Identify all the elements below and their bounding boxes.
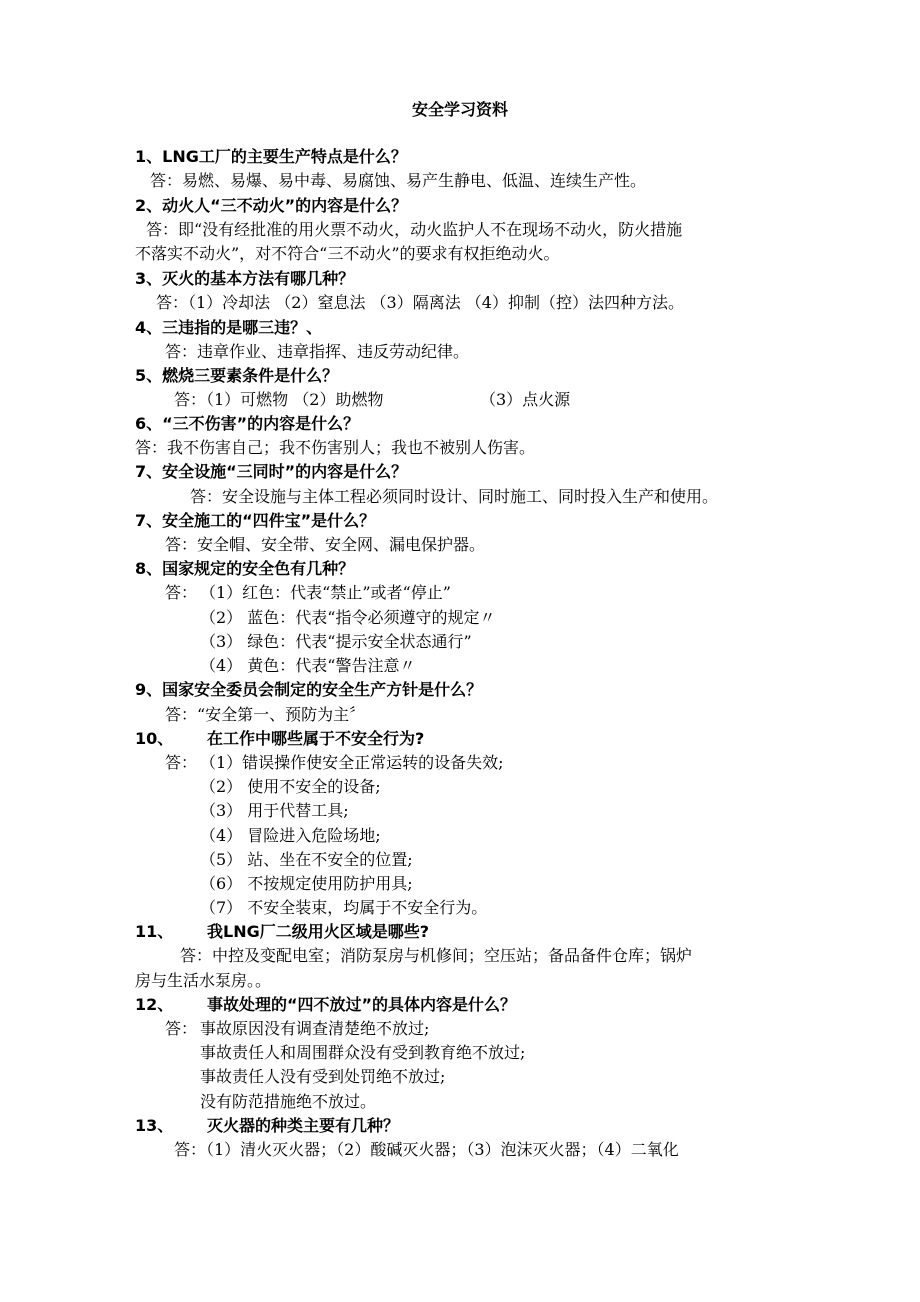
question-number: 10、 (135, 729, 174, 748)
question-1: 1、LNG工厂的主要生产特点是什么？ (135, 147, 407, 166)
question-12 (135, 995, 516, 1015)
answer-11-line-2: 房与生活水泵房。。 (135, 971, 272, 990)
question-13 (135, 1116, 399, 1136)
question-11 (135, 922, 429, 942)
answer-10-item: （1）错误操作使安全正常运转的设备失效; (200, 753, 504, 772)
question-text: 灭火器的种类主要有几种？ (207, 1116, 400, 1135)
answer-2-line-2: 不落实不动火”，对不符合“三不动火”的要求有权拒绝动火。 (135, 244, 560, 263)
answer-8-item: （1）红色：代表“禁止”或者“停止” (200, 583, 451, 602)
question-8: 8、国家规定的安全色有几种？ (135, 559, 355, 578)
question-number: 12、 (135, 995, 174, 1014)
answer-8-item: （4） 黄色：代表“警告注意〃 (200, 656, 416, 675)
question-2: 2、动火人“三不动火”的内容是什么？ (135, 196, 408, 215)
answer-5-part-2: （3）点火源 (480, 390, 571, 409)
answer-7a: 答：安全设施与主体工程必须同时设计、同时施工、同时投入生产和使用。 (190, 487, 719, 506)
answer-10-item: （2） 使用不安全的设备; (200, 777, 381, 796)
answer-5: 答：（1）可燃物 （2）助燃物 (174, 390, 384, 409)
answer-3: 答：（1）冷却法 （2）窒息法 （3）隔离法 （4）抑制（控）法四种方法。 (156, 293, 684, 312)
question-7b: 7、安全施工的“四件宝”是什么？ (135, 511, 376, 530)
question-6: 6、“三不伤害”的内容是什么？ (135, 414, 360, 433)
answer-11-line-1: 答：中控及变配电室；消防泵房与机修间；空压站；备品备件仓库；锅炉 (180, 946, 693, 965)
answer-7b: 答：安全帽、安全带、安全网、漏电保护器。 (165, 535, 486, 554)
answer-1: 答：易燃、易爆、易中毒、易腐蚀、易产生静电、低温、连续生产性。 (150, 171, 647, 190)
answer-12-prefix: 答： (165, 1019, 198, 1038)
question-number: 13、 (135, 1116, 174, 1135)
answer-10-item: （3） 用于代替工具; (200, 801, 349, 820)
answer-10-item: （6） 不按规定使用防护用具; (200, 874, 413, 893)
question-10 (135, 729, 424, 749)
answer-10-item: （5） 站、坐在不安全的位置; (200, 850, 413, 869)
question-text: 我LNG厂二级用火区域是哪些? (207, 922, 430, 941)
question-text: 事故处理的“四不放过”的具体内容是什么？ (207, 995, 517, 1014)
answer-13: 答：（1）清火灭火器；（2）酸碱灭火器；（3）泡沫灭火器；（4）二氧化 (174, 1140, 679, 1159)
answer-8-item: （2） 蓝色：代表“指令必须遵守的规定〃 (200, 608, 496, 627)
answer-8-prefix: 答： (165, 583, 198, 602)
question-text: 在工作中哪些属于不安全行为? (207, 729, 425, 748)
answer-10-prefix: 答： (165, 753, 198, 772)
question-7a: 7、安全设施“三同时”的内容是什么？ (135, 462, 408, 481)
answer-12-item: 事故责任人和周围群众没有受到教育绝不放过; (200, 1043, 526, 1062)
question-3: 3、灭火的基本方法有哪几种？ (135, 269, 355, 288)
page-title: 安全学习资料 (411, 100, 508, 119)
answer-4: 答：违章作业、违章指挥、违反劳动纪律。 (165, 342, 470, 361)
question-9: 9、国家安全委员会制定的安全生产方针是什么？ (135, 680, 483, 699)
answer-2-line-1: 答：即“没有经批准的用火票不动火，动火监护人不在现场不动火，防火措施 (146, 220, 683, 239)
answer-12-item: 没有防范措施绝不放过。 (200, 1092, 377, 1111)
answer-10-item: （4） 冒险进入危险场地; (200, 826, 381, 845)
question-5: 5、燃烧三要素条件是什么？ (135, 366, 339, 385)
answer-10-item: （7） 不安全装束，均属于不安全行为。 (200, 898, 488, 917)
question-4: 4、三违指的是哪三违？、 (135, 318, 323, 337)
answer-6: 答：我不伤害自己；我不伤害别人；我也不被别人伤害。 (135, 438, 536, 457)
question-number: 11、 (135, 922, 174, 941)
answer-12-item: 事故原因没有调查清楚绝不放过; (200, 1019, 430, 1038)
answer-9: 答：“安全第一、预防为主〞 (165, 705, 366, 724)
answer-12-item: 事故责任人没有受到处罚绝不放过; (200, 1067, 446, 1086)
answer-8-item: （3） 绿色：代表“提示安全状态通行” (200, 632, 472, 651)
